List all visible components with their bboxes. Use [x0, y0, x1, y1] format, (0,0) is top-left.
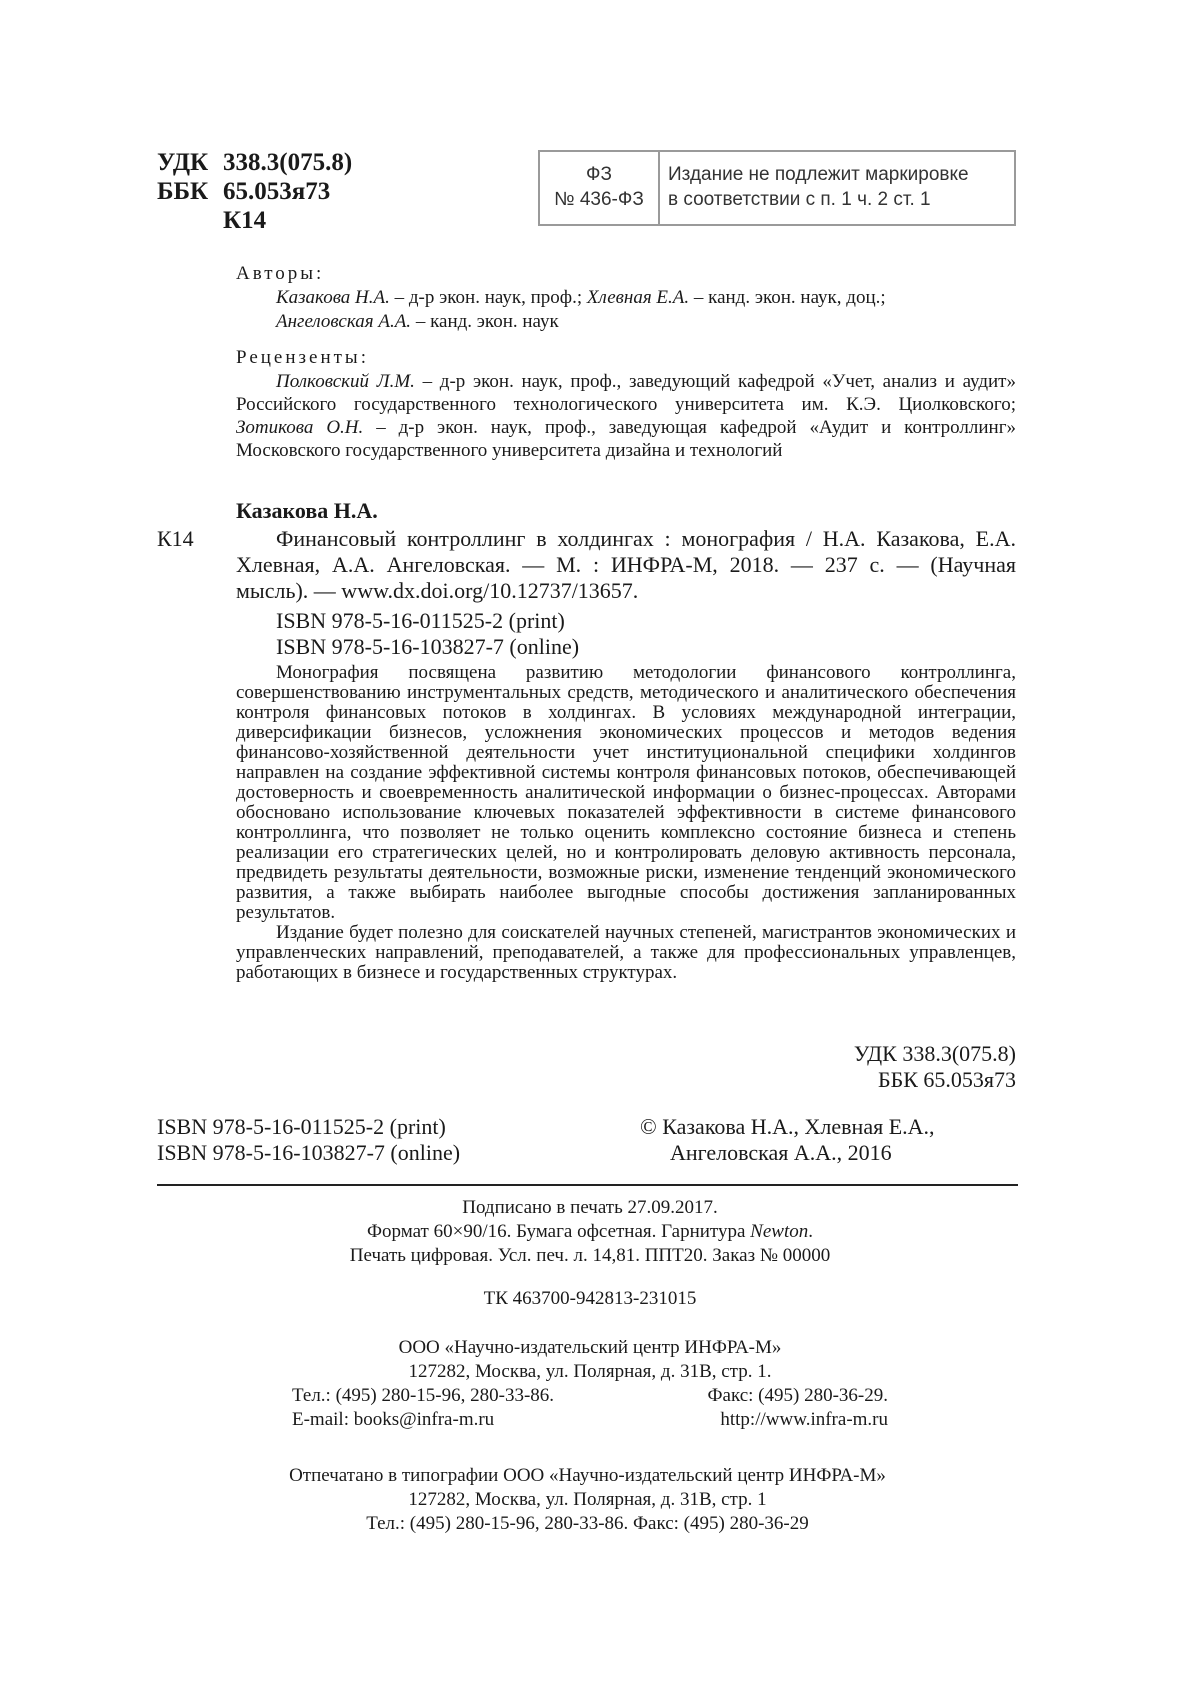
imprint-format-end: . [808, 1221, 813, 1242]
reviewer-name-2: Зотикова О.Н. [236, 417, 364, 438]
reviewer-1-info: – д-р экон. наук, проф., заведующий кафедрой «Учет, анализ и аудит» Российского государственного технологического университета им. К.Э. Циолковского; [236, 371, 1016, 415]
author-name-1: Казакова Н.А. [276, 287, 390, 308]
udk-row [157, 148, 352, 177]
imprint-tk: ТК 463700-942813-231015 [483, 1288, 697, 1309]
copyright-line-2: Ангеловская А.А., 2016 [670, 1140, 892, 1165]
author-2-degree: – канд. экон. наук, доц.; [689, 287, 886, 308]
publisher-website: http://www.infra-m.ru [720, 1409, 888, 1430]
copyright-isbn-block [157, 1114, 460, 1166]
author-name-2: Хлевная Е.А. [586, 287, 690, 308]
bbk-value: 65.053я73 [223, 178, 331, 205]
imprint-format-text: Формат 60×90/16. Бумага офсетная. Гарнитура [367, 1221, 751, 1242]
fz-notice-box [538, 150, 1016, 226]
printer-line-1: Отпечатано в типографии ООО «Научно-издательский центр ИНФРА-М» [289, 1465, 886, 1486]
book-isbn-block [276, 608, 579, 660]
abstract-paragraph-1: Монография посвящена развитию методологии финансового контроллинга, совершенствованию инструментальных средств, методического и аналитического обеспечения контроля финансовых потоков в холдингах. В условиях международной интеграции, диверсификации бизнесов, усложнения экономических процессов и методов ведения финансово-хозяйственной деятельности учет институциональной специфики холдингов направлен на создание эффективной системы контроля финансовых потоков, обеспечивающей достоверность и своевременность аналитической информации о бизнес-процессах. Авторами обосновано использование ключевых показателей эффективности в системе финансового контроллинга, что позволяет не только оценить комплексно состояние бизнеса и степень реализации его стратегических целей, но и контролировать деловую активность персонала, предвидеть результаты деятельности, возможные риски, изменение тенденций экономического развития, а также выбирать наиболее выгодные способы достижения запланированных результатов. [236, 662, 1016, 923]
abstract-section [236, 663, 1016, 983]
udk-label: УДК [157, 149, 209, 176]
copyright-line-1: © Казакова Н.А., Хлевная Е.А., [640, 1114, 935, 1139]
printer-line-3: Тел.: (495) 280-15-96, 280-33-86. Факс: (495) 280-36-29 [366, 1513, 809, 1534]
divider-line [157, 1184, 1018, 1186]
authors-section [236, 262, 1016, 334]
publisher-phone: Тел.: (495) 280-15-96, 280-33-86. [292, 1385, 555, 1406]
copyright-notice [640, 1114, 935, 1166]
imprint-signed: Подписано в печать 27.09.2017. [462, 1197, 718, 1218]
udk-value: 338.3(075.8) [223, 149, 353, 176]
abstract-paragraph-2: Издание будет полезно для соискателей научных степеней, магистрантов экономических и управленческих направлений, преподавателей, а также для профессиональных управленцев, работающих в бизнесе и государственных структурах. [236, 922, 1016, 983]
bbk-row [157, 177, 352, 206]
reviewers-section [236, 346, 1016, 462]
publisher-email: E-mail: books@infra-m.ru [292, 1409, 495, 1430]
fz-text-line1: Издание не подлежит маркировке [668, 164, 969, 185]
publisher-contacts [292, 1384, 888, 1408]
classification-footer [600, 1041, 1016, 1093]
author-mark: К14 [223, 207, 267, 234]
reviewer-2-info: – д-р экон. наук, проф., заведующая кафедрой «Аудит и контроллинг» Московского государственного университета дизайна и технологий [236, 417, 1016, 461]
reviewers-text [236, 370, 1016, 462]
fz-text-line2: в соответствии с п. 1 ч. 2 ст. 1 [668, 189, 931, 210]
authors-line2 [236, 310, 1016, 334]
book-description: Финансовый контроллинг в холдингах : монография / Н.А. Казакова, Е.А. Хлевная, А.А. Ангеловская. — М. : ИНФРА-М, 2018. — 237 с. — (Научная мысль). — www.dx.doi.org/10.12737/13657. [236, 526, 1016, 603]
classification-header [157, 148, 352, 235]
bbk-label: ББК [157, 178, 209, 205]
book-isbn-online: ISBN 978-5-16-103827-7 (online) [276, 634, 580, 659]
author-name-3: Ангеловская А.А. [276, 311, 412, 332]
book-isbn-print: ISBN 978-5-16-011525-2 (print) [276, 608, 565, 633]
imprint-format [200, 1220, 980, 1244]
fz-law-cell [540, 152, 660, 224]
copyright-isbn-online: ISBN 978-5-16-103827-7 (online) [157, 1140, 461, 1165]
fz-law-line2: № 436-ФЗ [554, 189, 644, 210]
publisher-online [292, 1408, 888, 1432]
publisher-fax: Факс: (495) 280-36-29. [707, 1385, 888, 1406]
classification-bbk: ББК 65.053я73 [877, 1067, 1016, 1092]
reviewer-name-1: Полковский Л.М. [276, 371, 415, 392]
author-3-degree: – канд. экон. наук [411, 311, 559, 332]
main-author: Казакова Н.А. [236, 498, 378, 523]
authors-line1 [236, 286, 1016, 310]
imprint-print: Печать цифровая. Усл. печ. л. 14,81. ППТ20. Заказ № 00000 [349, 1245, 831, 1266]
book-mark: К14 [157, 526, 194, 551]
fz-text-cell [668, 152, 969, 212]
copyright-isbn-print: ISBN 978-5-16-011525-2 (print) [157, 1114, 446, 1139]
fz-law-line1: ФЗ [586, 164, 612, 185]
publisher-name: ООО «Научно-издательский центр ИНФРА-М» [398, 1337, 782, 1358]
printer-section [157, 1464, 1018, 1536]
printer-line-2: 127282, Москва, ул. Полярная, д. 31В, стр. 1 [408, 1489, 767, 1510]
reviewers-heading: Рецензенты: [236, 347, 369, 368]
publisher-section [292, 1336, 888, 1432]
imprint-section [200, 1196, 980, 1268]
classification-udk: УДК 338.3(075.8) [853, 1041, 1016, 1066]
author-1-degree: – д-р экон. наук, проф.; [389, 287, 587, 308]
imprint-font-name: Newton [750, 1221, 809, 1242]
publisher-address: 127282, Москва, ул. Полярная, д. 31В, стр. 1. [408, 1361, 772, 1382]
authors-heading: Авторы: [236, 263, 325, 284]
